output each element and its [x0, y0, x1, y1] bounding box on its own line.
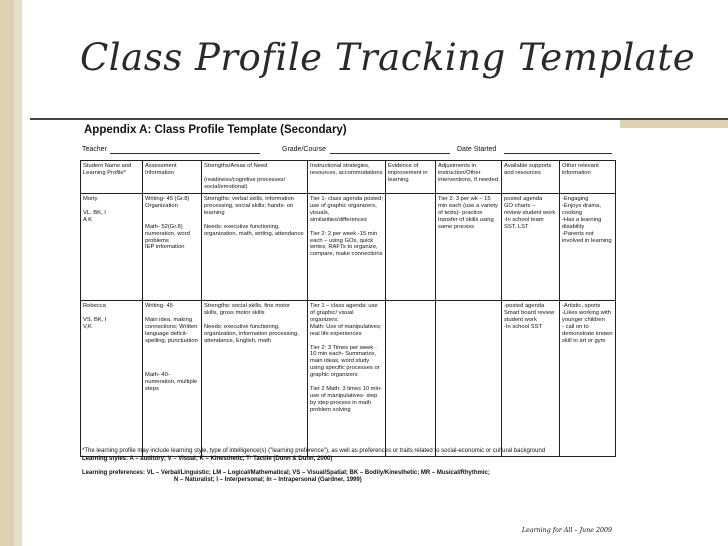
cell-supports: posted agenda GO charts – review student work -In school team SST, LST — [502, 193, 560, 300]
cell-adjustments: Tier 2: 3 per wk – 15 min each (use a variety of texts)- practice transfer of skills using same process — [436, 193, 502, 300]
slide-sidebar — [0, 0, 22, 546]
sidebar-stripe — [14, 0, 22, 546]
class-profile-table — [80, 160, 616, 457]
document-scan — [72, 122, 620, 534]
cell-strengths: Strengths: social skills, fine motor skills, gross motor skills Needs: executive functioning, organization, information processing, attendance, English, math — [202, 300, 308, 456]
header-strengths: Strengths/Areas of Need (readiness/cognitive processes/ social/emotional) — [202, 161, 308, 194]
cell-evidence — [386, 300, 436, 456]
cell-evidence — [386, 193, 436, 300]
teacher-line — [110, 153, 260, 154]
footnote: *The learning profile may include learning style, type of intelligence(s) ("learning preference"), as well as preferences or traits related to social-economic or cultural background — [82, 448, 546, 454]
cell-supports: -posted agenda Smart board review student work -In school SST — [502, 300, 560, 456]
cell-other: -Engaging -Enjoys drama, cooking -Has a learning disability -Parents not involved in learning — [560, 193, 616, 300]
table-row — [81, 300, 616, 456]
cell-other: -Artistic, sports -Likes working with younger children - call on to demonstrate known skill in art or gym — [560, 300, 616, 456]
table-row — [81, 193, 616, 300]
learning-styles-note: Learning styles: A – auditory; V – Visual; K – Kinesthetic, T- Tactile (Dunn & Dunn, 2000) — [82, 455, 333, 462]
cell-student: Morty VL, BK, I A K — [81, 193, 143, 300]
header-evidence: Evidence of improvement in learning — [386, 161, 436, 194]
cell-assessment: Writing- 45 (Gr.8) Organization Math- 52(Gr.8) numeration, word problems IEP information — [143, 193, 202, 300]
citation: Learning for All – June 2009 — [521, 527, 612, 534]
header-student: Student Name and Learning Profile* — [81, 161, 143, 194]
cell-strategies: Tier 1- class agenda posted; use of graphic organizers, visuals, similarities/differences Tier 2: 2 per week -15 min each – using GOs, quick writes, RAFTs to organize, compare, make connections — [308, 193, 386, 300]
learning-preferences-note-cont: N – Naturalist; I – Interpersonal; In – Intrapersonal (Gardner, 1999) — [174, 477, 362, 484]
cell-strategies: Tier 1 – class agenda; use of graphic/ visual organizers; Math: Use of manipulatives; real life experiences Tier 2: 3 Times per week - 10 min each- Summarize, main ideas, word study using specific processes or graphic organizers Tier 2 Math: 3 times 10 min- use of manipulatives- step by step process in math problem solving — [308, 300, 386, 456]
cell-adjustments — [436, 300, 502, 456]
appendix-title: Appendix A: Class Profile Template (Secondary) — [84, 124, 347, 136]
learning-profile-notes — [82, 448, 617, 485]
header-other: Other relevant information — [560, 161, 616, 194]
header-assessment: Assessment Information — [143, 161, 202, 194]
teacher-label: Teacher — [82, 146, 107, 153]
divider-accent — [620, 120, 728, 128]
header-strategies: Instructional strategies, resources, accommodations — [308, 161, 386, 194]
grade-course-label: Grade/Course — [282, 146, 326, 153]
cell-assessment: Writing- 45 Main idea, making connections; Written language deficit- spelling, punctuation Math- 40- numeration, multiple steps — [143, 300, 202, 456]
table-header-row — [81, 161, 616, 194]
header-supports: Available supports and resources — [502, 161, 560, 194]
date-started-line — [504, 153, 612, 154]
cell-strengths: Strengths: verbal skills, information processing, social skills; hands- on learning Needs: executive functioning, organization, math, writing, attendance — [202, 193, 308, 300]
date-started-label: Date Started — [457, 146, 497, 153]
learning-preferences-note: Learning preferences: VL – Verbal/Linguistic; LM – Logical/Mathematical; VS – Visual/Spatial; BK – Bodily/Kinesthetic; MR – Musical/Rhythmic; — [82, 469, 490, 476]
grade-course-line — [330, 153, 450, 154]
header-adjustments: Adjustments in instruction/Other interventions, if needed — [436, 161, 502, 194]
slide-title: Class Profile Tracking Template — [80, 36, 696, 79]
cell-student: Rebecca VS, BK, I V,K — [81, 300, 143, 456]
